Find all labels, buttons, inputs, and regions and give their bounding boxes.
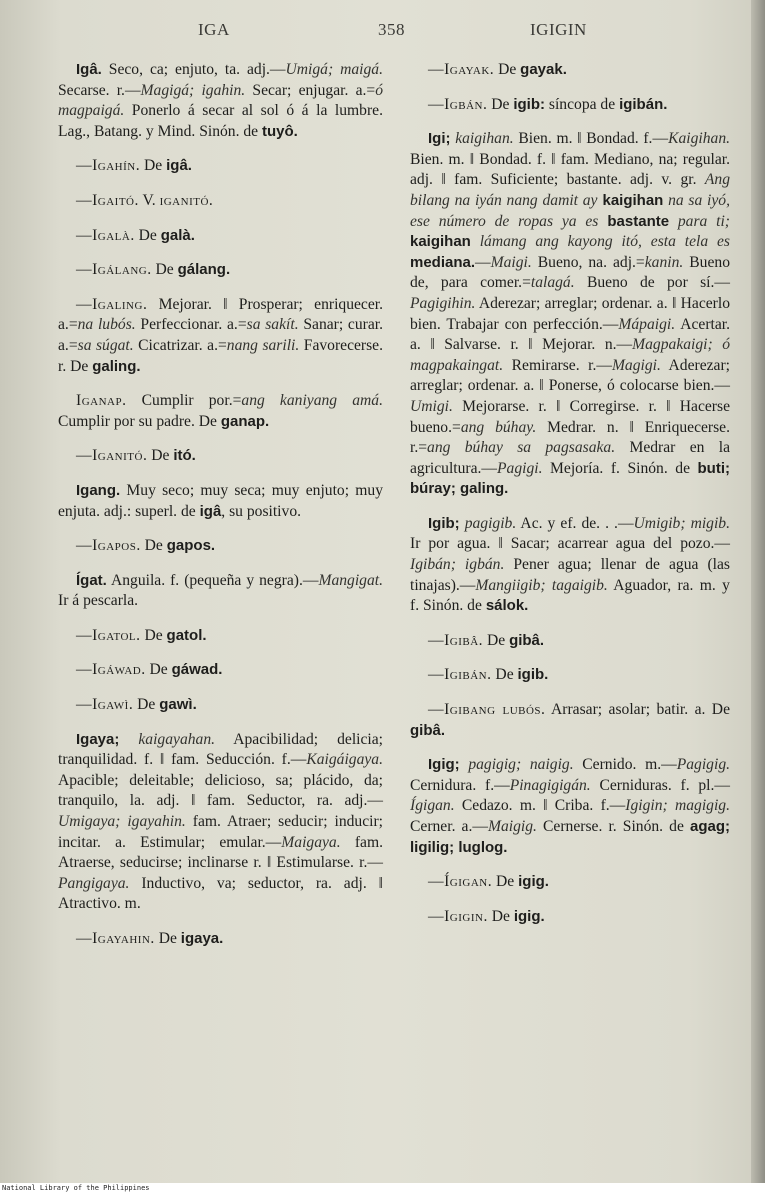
bold-reference: igibán. bbox=[619, 95, 668, 113]
sub-entry-headword: —Igibang lubós. bbox=[428, 701, 546, 719]
italic-example: lámang ang kayong itó, esta tela es bbox=[470, 233, 730, 251]
entry-text: De bbox=[487, 95, 514, 113]
dictionary-entry bbox=[58, 536, 383, 557]
entry-headword: Igib; bbox=[428, 514, 460, 532]
entry-headword: Igi; bbox=[428, 130, 451, 148]
bold-reference: sálok. bbox=[485, 597, 529, 615]
entry-text: De bbox=[134, 226, 161, 244]
italic-example: Kaigihan. bbox=[668, 130, 731, 148]
sub-entry-headword: —Igibâ. bbox=[428, 631, 484, 649]
italic-example: Magpakaigi; ó magpakaingat. bbox=[410, 336, 730, 374]
italic-example: Umigá; maigá. bbox=[285, 61, 383, 78]
bold-reference: igâ. bbox=[166, 157, 192, 175]
italic-example: Pagigig. bbox=[676, 756, 731, 774]
entry-headword: Igig; bbox=[428, 756, 460, 774]
dictionary-entry bbox=[58, 260, 383, 281]
italic-example: Magigi. bbox=[611, 356, 661, 374]
entry-text: Ac. y ef. de. . .— bbox=[516, 514, 634, 532]
dictionary-entry bbox=[58, 60, 383, 142]
sub-entry-headword: Iganap. bbox=[76, 392, 127, 410]
entry-text: Bueno de, para comer.= bbox=[410, 253, 730, 292]
entry-headword: Igaya; bbox=[76, 730, 120, 748]
italic-example: Maigaya. bbox=[281, 833, 341, 851]
italic-example: pagigig; naigig. bbox=[459, 756, 574, 774]
bold-reference: bastante bbox=[598, 212, 670, 230]
dictionary-entry bbox=[410, 631, 730, 652]
dictionary-entry bbox=[410, 700, 730, 741]
bold-reference: agag; ligilig; luglog. bbox=[410, 818, 730, 856]
entry-text: De bbox=[133, 696, 160, 714]
library-footer: National Library of the Philippines bbox=[0, 1183, 765, 1193]
sub-entry-headword: —Igigin. bbox=[428, 907, 488, 925]
bold-reference: igâ bbox=[199, 502, 222, 520]
entry-text: Aderezar; arreglar; ordenar. a. ‖ Ponerse, ó colocarse bien.— bbox=[410, 356, 730, 395]
bold-reference: gálang. bbox=[177, 261, 231, 279]
sub-entry-headword: —Igalà. bbox=[76, 226, 135, 244]
entry-text: Secarse. r.— bbox=[58, 81, 141, 99]
right-column bbox=[410, 60, 730, 941]
entry-text: De bbox=[140, 157, 167, 175]
bold-reference: tuyô. bbox=[262, 122, 298, 140]
entry-text: De bbox=[154, 930, 181, 947]
entry-text: Mejorar. ‖ Prosperar; enriquecer. a.= bbox=[58, 295, 383, 334]
italic-example: pagigib. bbox=[459, 514, 517, 532]
entry-text: Perfeccionar. a.= bbox=[135, 316, 247, 334]
italic-example: sa súgat. bbox=[77, 336, 134, 354]
sub-entry-headword: —Igawì. bbox=[76, 696, 134, 714]
italic-example: Umigi. bbox=[410, 397, 453, 415]
entry-text: Ir á pescarla. bbox=[58, 592, 139, 610]
italic-example: Pangigaya. bbox=[58, 874, 130, 892]
entry-text: síncopa de bbox=[545, 95, 620, 113]
entry-text: Bueno, na. adj.= bbox=[531, 253, 645, 271]
italic-example: ang búhay sa pagsasaka. bbox=[427, 439, 616, 457]
entry-headword: Igâ. bbox=[76, 61, 102, 78]
sub-entry-headword: —Igahín. bbox=[76, 157, 141, 175]
bold-reference: igaya. bbox=[180, 930, 224, 947]
entry-text: Cumplir por su padre. De bbox=[58, 412, 221, 430]
entry-text: De bbox=[491, 666, 518, 684]
entry-text: De bbox=[487, 907, 514, 925]
dictionary-entry bbox=[58, 481, 383, 522]
italic-example: Magigá; igahin. bbox=[140, 81, 246, 99]
bold-reference: galing. bbox=[92, 357, 141, 375]
sub-entry-headword: iganitó. bbox=[159, 191, 214, 209]
sub-entry-headword: —Igálang. bbox=[76, 261, 152, 279]
entry-text: Inductivo, va; seductor, ra. adj. ‖ Atractivo. m. bbox=[58, 874, 383, 913]
running-head-right: IGIGIN bbox=[530, 20, 587, 39]
entry-text: Apacible; deleitable; delicioso, sa; plácido, da; tranquilo, la. adj. ‖ fam. Seductor, ra. adj.— bbox=[58, 771, 383, 810]
entry-text: Secar; enjugar. a.= bbox=[245, 81, 376, 99]
sub-entry-headword: —Igaitó. bbox=[76, 191, 139, 209]
entry-text: Medrar. n. ‖ Enriquecerse. r.= bbox=[410, 418, 731, 457]
entry-text: Ponerlo á secar al sol ó á la lumbre. Lag., Batang. y Mind. Sinón. de bbox=[58, 102, 383, 140]
italic-example: Maigi. bbox=[490, 253, 532, 271]
dictionary-entry bbox=[410, 129, 730, 500]
dictionary-entry bbox=[410, 755, 730, 858]
sub-entry-headword: —Ígigan. bbox=[428, 873, 493, 891]
italic-example: na lubós. bbox=[77, 316, 136, 334]
dictionary-entry bbox=[58, 191, 383, 212]
entry-text: Apacibilidad; delicia; tranquilidad. f. ‖ fam. Seducción. f.— bbox=[58, 730, 383, 769]
italic-example: Umigib; migib. bbox=[633, 514, 730, 532]
italic-example: talagá. bbox=[530, 274, 575, 292]
bold-reference: gapos. bbox=[166, 537, 216, 555]
italic-example: Kaigáigaya. bbox=[306, 751, 383, 769]
page-edge bbox=[751, 0, 765, 1183]
entry-text: Cernerse. r. Sinón. de bbox=[536, 818, 690, 835]
dictionary-entry bbox=[58, 626, 383, 647]
bold-reference: gibâ. bbox=[509, 631, 545, 649]
italic-example: para ti; bbox=[669, 212, 730, 230]
entry-text: Bueno de por sí.— bbox=[574, 274, 730, 292]
bold-reference: galà. bbox=[160, 226, 195, 244]
page-number: 358 bbox=[378, 20, 405, 39]
italic-example: nang sarili. bbox=[226, 336, 300, 354]
italic-example: Igigin; magigig. bbox=[625, 797, 730, 815]
entry-text: — bbox=[475, 253, 491, 271]
bold-reference: ganap. bbox=[220, 412, 270, 430]
entry-text: Cerniduras. f. pl.— bbox=[590, 776, 730, 794]
entry-text: Arrasar; asolar; batir. a. De bbox=[545, 701, 730, 719]
italic-example: kaigayahan. bbox=[119, 730, 216, 748]
entry-text: Mejorarse. r. ‖ Corregirse. r. ‖ Hacerse bueno.= bbox=[410, 397, 730, 436]
dictionary-entry bbox=[58, 571, 383, 612]
dictionary-entry bbox=[410, 60, 730, 81]
left-column bbox=[58, 60, 383, 964]
sub-entry-headword: —Igbán. bbox=[428, 95, 488, 113]
sub-entry-headword: —Iganitó. bbox=[76, 447, 148, 465]
entry-text: Remirarse. r.— bbox=[503, 356, 612, 374]
entry-text: Cumplir por.= bbox=[126, 392, 242, 410]
entry-text: Cernido. m.— bbox=[573, 756, 677, 774]
entry-text: De bbox=[151, 261, 178, 279]
bold-reference: kaigihan bbox=[597, 191, 664, 209]
dictionary-entry bbox=[58, 929, 383, 950]
entry-text: Anguila. f. (pequeña y negra).— bbox=[106, 571, 319, 589]
entry-text: De bbox=[492, 873, 519, 891]
bold-reference: gayak. bbox=[520, 61, 567, 78]
bold-reference: gawì. bbox=[159, 696, 197, 714]
entry-text: Cerner. a.— bbox=[410, 818, 488, 835]
entry-text: Ir por agua. ‖ Sacar; acarrear agua del pozo.— bbox=[410, 535, 730, 553]
italic-example: Maigig. bbox=[487, 818, 537, 835]
sub-entry-headword: —Igaling. bbox=[76, 295, 148, 313]
entry-text: Acertar. a. ‖ Salvarse. r. ‖ Mejorar. n.— bbox=[410, 315, 730, 354]
entry-text: Seco, ca; enjuto, ta. adj.— bbox=[101, 61, 286, 78]
dictionary-entry bbox=[58, 660, 383, 681]
bold-reference: igib. bbox=[517, 666, 549, 684]
entry-text: De bbox=[140, 626, 167, 644]
entry-text: V. bbox=[138, 191, 160, 209]
dictionary-entry bbox=[58, 695, 383, 716]
dictionary-entry bbox=[410, 514, 730, 617]
italic-example: Pinagigigán. bbox=[509, 776, 591, 794]
bold-reference: itó. bbox=[173, 447, 196, 465]
dictionary-entry bbox=[58, 226, 383, 247]
sub-entry-headword: —Igibán. bbox=[428, 666, 492, 684]
running-head-left: IGA bbox=[198, 20, 230, 39]
entry-text: De bbox=[145, 661, 172, 679]
entry-text: Sanar; curar. a.= bbox=[58, 316, 383, 354]
entry-text: Aguador, ra. m. y f. Sinón. de bbox=[410, 576, 730, 615]
dictionary-entry bbox=[58, 295, 383, 377]
italic-example: kanin. bbox=[644, 253, 684, 271]
dictionary-entry bbox=[58, 730, 383, 915]
italic-example: Mápaigi. bbox=[618, 315, 676, 333]
bold-reference: gibâ. bbox=[410, 721, 446, 739]
italic-example: Mangigat. bbox=[318, 571, 383, 589]
bold-reference: mediana. bbox=[410, 253, 476, 271]
entry-text: Mejoría. f. Sinón. de bbox=[542, 459, 698, 477]
dictionary-entry bbox=[410, 665, 730, 686]
dictionary-entry bbox=[410, 872, 730, 893]
entry-text: De bbox=[483, 631, 510, 649]
entry-text: Bien. m. ‖ Bondad. f. ‖ fam. Mediano, na; regular. adj. ‖ fam. Suficiente; bastante. adj. v. gr. bbox=[410, 150, 730, 189]
italic-example: Ígigan. bbox=[410, 797, 455, 815]
italic-example: Igibán; igbán. bbox=[410, 556, 505, 574]
entry-headword: Ígat. bbox=[76, 571, 107, 589]
italic-example: Pagigihin. bbox=[410, 294, 476, 312]
entry-text: De bbox=[140, 537, 167, 555]
entry-text: Medrar en la agricultura.— bbox=[410, 439, 730, 477]
italic-example: Ang bilang na iyán nang damit ay bbox=[410, 171, 730, 209]
sub-entry-headword: —Igatol. bbox=[76, 626, 141, 644]
entry-text: Bien. m. ‖ Bondad. f.— bbox=[513, 130, 669, 148]
dictionary-entry bbox=[410, 907, 730, 928]
entry-text: De bbox=[147, 447, 174, 465]
dictionary-entry bbox=[410, 95, 730, 116]
italic-example: Pagigi. bbox=[497, 459, 543, 477]
entry-headword: Igang. bbox=[76, 481, 121, 499]
sub-entry-headword: —Igayahin. bbox=[76, 930, 155, 947]
italic-example: sa sakít. bbox=[246, 316, 299, 334]
entry-text: Cernidura. f.— bbox=[410, 776, 510, 794]
italic-example: ó magpaigá. bbox=[58, 81, 383, 120]
dictionary-entry bbox=[58, 446, 383, 467]
bold-reference: igig. bbox=[513, 907, 545, 925]
entry-text: Pener agua; llenar de agua (las tinajas).— bbox=[410, 556, 730, 594]
entry-text: Cicatrizar. a.= bbox=[133, 336, 227, 354]
bold-reference: gatol. bbox=[166, 626, 207, 644]
entry-text: De bbox=[494, 61, 521, 78]
entry-text: Favorecerse. r. De bbox=[58, 336, 383, 375]
sub-entry-headword: —Igapos. bbox=[76, 537, 141, 555]
italic-example: Mangiigib; tagaigib. bbox=[475, 576, 608, 594]
bold-reference: buti; búray; galing. bbox=[410, 459, 730, 498]
italic-example: ang kaniyang amá. bbox=[241, 392, 383, 410]
italic-example: na sa iyó, ese número de ropas ya es bbox=[410, 191, 730, 230]
bold-reference: igig. bbox=[518, 873, 549, 891]
dictionary-entry bbox=[58, 391, 383, 432]
entry-text: fam. Atraerse, seducirse; inclinarse r. ‖ Estimularse. r.— bbox=[58, 833, 383, 872]
entry-text: Cedazo. m. ‖ Criba. f.— bbox=[454, 797, 626, 815]
entry-text: , su positivo. bbox=[221, 502, 302, 520]
italic-example: ang búhay. bbox=[460, 418, 537, 436]
dictionary-entry bbox=[58, 156, 383, 177]
sub-entry-headword: —Igáwad. bbox=[76, 661, 146, 679]
italic-example: Umigaya; igayahin. bbox=[58, 813, 186, 831]
entry-text: Muy seco; muy seca; muy enjuto; muy enjuta. adj.: superl. de bbox=[58, 481, 383, 520]
bold-reference: gáwad. bbox=[171, 661, 223, 679]
sub-entry-headword: —Igayak. bbox=[428, 61, 495, 78]
entry-text: fam. Atraer; seducir; inducir; incitar. a. Estimular; emular.— bbox=[58, 813, 383, 851]
entry-text: Aderezar; arreglar; ordenar. a. ‖ Hacerlo bien. Trabajar con perfección.— bbox=[410, 294, 730, 333]
italic-example: kaigihan. bbox=[450, 130, 514, 148]
bold-reference: igib: bbox=[513, 95, 545, 113]
bold-reference: kaigihan bbox=[410, 233, 471, 251]
